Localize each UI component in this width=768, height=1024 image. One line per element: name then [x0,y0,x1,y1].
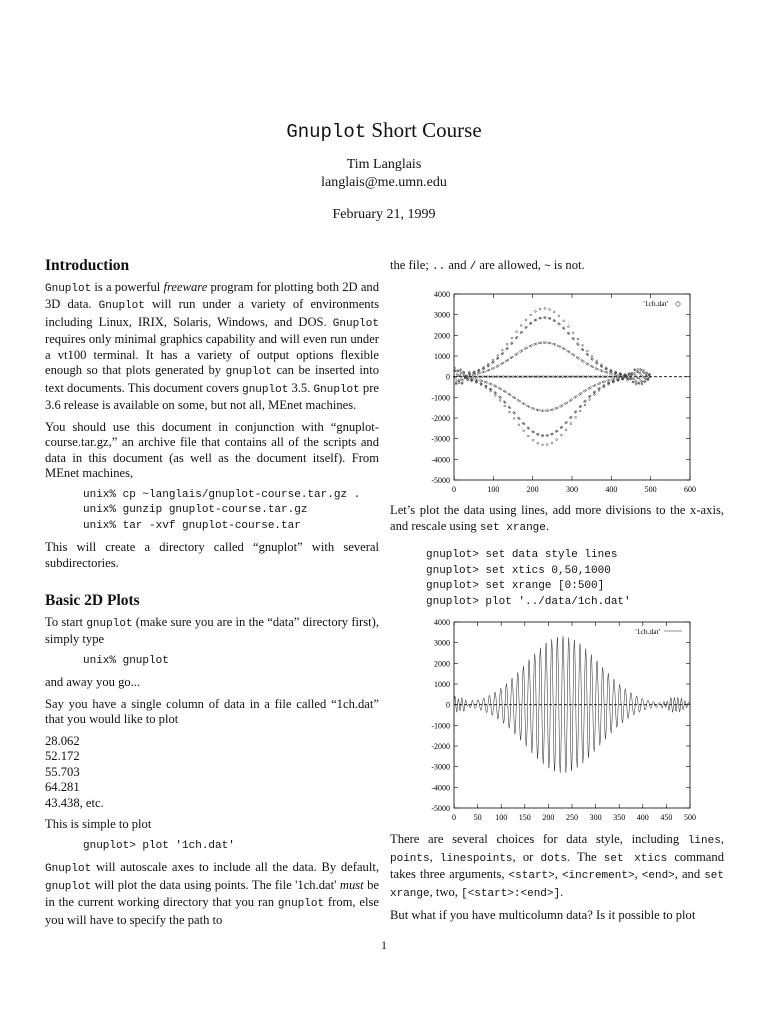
chart-svg-0 [420,288,700,498]
data-point [524,403,526,405]
data-point [502,362,504,364]
data-point [460,372,462,374]
data-point [544,308,546,310]
section-heading-introduction: Introduction [45,257,130,274]
data-point [553,311,555,313]
data-point [552,376,554,378]
intro-paragraph-1: Gnuplot is a powerful freeware program for plotting both 2D and 3D data. Gnuplot will run under a variety of environments including Linux, IRIX, Solaris, Windows, and DOS. Gnuplot requires only minimal graphics capability and will even run under a vt100 terminal. It has a variety of output options flexible enough so that plots generated by gnuplot can be inserted into text documents. This document covers gnuplot 3.5. Gnuplot pre 3.6 release is available on some, but not all, MEnet machines. [45,279,380,412]
x-tick-label: 300 [589,813,602,822]
left-column [45,258,379,934]
data-value: 43.438, etc. [45,795,104,810]
data-point [498,365,500,367]
author-email: langlais@me.umn.edu [321,175,447,190]
data-point [583,361,585,363]
x-tick-label: 400 [605,485,618,494]
data-point [539,308,541,310]
data-values-list [45,734,379,812]
right-paragraph-4: But what if you have multicolumn data? Is it possible to plot [390,908,696,922]
legend-label: '1ch.dat' [643,299,668,308]
data-point [517,376,519,378]
y-tick-label: -2000 [431,742,450,751]
code-line: unix% cp ~langlais/gnuplot-course.tar.gz . [83,488,361,501]
data-point [495,386,497,388]
y-tick-label: -1000 [431,721,450,731]
title-program-name: Gnuplot [286,121,367,143]
data-point [507,359,509,361]
y-tick-label: 4000 [434,290,450,299]
x-tick-label: 0 [452,813,456,822]
x-tick-label: 200 [526,485,539,494]
x-tick-label: 450 [660,813,673,822]
data-point [506,343,508,345]
x-tick-label: 250 [566,813,578,822]
data-point [578,358,580,360]
legend-marker: ◇ [675,299,681,308]
data-point [594,384,596,386]
data-point [472,376,474,378]
basic-paragraph-2: and away you go... [45,675,141,689]
y-tick-label: 1000 [434,680,450,689]
data-point [573,354,575,356]
code-line: gnuplot> set data style lines [426,549,618,561]
document-title [0,118,768,143]
y-tick-label: -3000 [431,762,450,772]
data-point [509,411,511,413]
y-tick-label: -5000 [431,476,450,485]
data-point [527,435,529,437]
right-column-bottom [390,832,724,930]
x-tick-label: 50 [473,813,482,822]
data-point [499,400,501,402]
data-value: 52.172 [45,749,80,763]
y-tick-label: -1000 [431,393,450,403]
author-name: Tim Langlais [346,157,422,172]
data-point [462,379,464,381]
x-tick-label: 100 [487,485,500,494]
data-point [639,378,641,380]
right-column-mid [390,503,724,616]
basic-paragraph-4: This is simple to plot [45,817,152,831]
data-point [582,344,584,346]
data-point [565,429,567,431]
data-point [592,366,594,368]
data-point [492,359,494,361]
data-point [637,368,639,370]
x-tick-label: 150 [518,813,531,822]
data-point [602,376,604,378]
code-line: unix% gunzip gnuplot-course.tar.gz [83,504,308,516]
data-point [596,360,598,362]
data-point [505,391,507,393]
data-point [535,310,537,312]
data-point [633,378,635,380]
basic-paragraph-1: To start gnuplot (make sure you are in the “data” directory first), simply type [45,614,379,646]
data-point [641,383,643,385]
data-point [597,368,599,370]
data-point [592,376,594,378]
data-point [497,355,499,357]
code-line: gnuplot> plot '../data/1ch.dat' [426,595,631,608]
data-point [518,424,520,426]
legend-label: '1ch.dat' [635,627,660,636]
data-point [546,444,548,446]
data-point [568,326,570,328]
plot-points [420,288,700,498]
data-point [584,404,586,406]
plot-frame [454,622,690,808]
data-point [511,337,513,339]
y-tick-label: -2000 [431,414,450,423]
x-tick-label: 600 [684,485,696,494]
data-point [566,402,568,404]
data-point [645,378,647,380]
data-point [557,376,559,378]
code-line: gnuplot> plot '1ch.dat' [83,839,235,852]
data-point [597,376,599,378]
y-tick-label: -3000 [431,434,450,444]
data-point [512,376,514,378]
data-point [520,325,522,327]
data-point [579,410,581,412]
data-point [531,345,533,347]
data-point [537,442,539,444]
code-line: unix% tar -xvf gnuplot-course.tar [83,519,301,532]
data-point [509,394,511,396]
page-number: 1 [381,938,387,952]
title-block [0,118,768,223]
data-point [525,319,527,321]
data-point [519,400,521,402]
data-point [458,382,460,384]
right-paragraph-1: the file; .. and / are allowed, ~ is not. [390,258,585,273]
basic-paragraph-5: Gnuplot will autoscale axes to include all the data. By default, gnuplot will plot the data using points. The file '1ch.dat' must be in the current working directory that you ran gnuplot from, else you will have to specify the path to [45,860,379,927]
data-point [563,320,565,322]
intro-paragraph-2: You should use this document in conjunction with “gnuplot-course.tar.gz,” an archive file that contains all of the scripts and data in this document (as well as the document itself). From MEnet machines, [45,419,379,480]
data-value: 55.703 [45,764,80,779]
data-point [575,396,577,398]
data-point [523,430,525,432]
right-paragraph-2: Let’s plot the data using lines, add more divisions to the x-axis, and rescale using set xrange. [390,503,724,534]
data-point [494,395,496,397]
y-tick-label: -4000 [431,455,450,465]
intro-paragraph-3: This will create a directory called “gnuplot” with several subdirectories. [45,540,379,570]
data-point [572,332,574,334]
data-point [568,351,570,353]
y-tick-label: 3000 [434,310,450,320]
y-tick-label: -5000 [431,804,450,813]
data-point [575,416,577,418]
data-point [549,309,551,311]
data-point [463,373,465,375]
y-tick-label: 4000 [434,618,450,627]
x-tick-label: 500 [644,485,657,494]
data-point [570,423,572,425]
data-value: 64.281 [45,780,80,794]
data-point [577,338,579,340]
x-tick-label: 300 [566,485,578,494]
section-heading-basic-2d: Basic 2D Plots [45,592,140,609]
data-point [530,314,532,316]
x-tick-label: 100 [495,813,508,822]
code-line: gnuplot> set xrange [0:500] [426,580,605,592]
data-point [493,367,495,369]
plot-frame [454,294,690,480]
code-line: unix% gnuplot [83,654,169,667]
code-block-gnuplot [426,548,724,610]
y-tick-label: 1000 [434,352,450,361]
data-point [559,346,561,348]
chart-svg-1 [420,616,700,826]
data-point [586,350,588,352]
code-block-start [83,654,379,670]
x-tick-label: 0 [452,485,456,494]
y-tick-label: 0 [446,700,450,710]
data-point [639,372,641,374]
data-point [580,392,582,394]
data-point [514,397,516,399]
data-point [585,389,587,391]
plot-lines [420,616,700,826]
code-block-plot [83,839,379,855]
data-point [571,399,573,401]
y-tick-label: 0 [446,372,450,382]
data-point [516,353,518,355]
x-tick-label: 350 [613,813,626,822]
data-point [590,387,592,389]
data-point [591,355,593,357]
data-point [561,405,563,407]
data-point [526,347,528,349]
x-tick-label: 400 [636,813,649,822]
data-point [634,374,636,376]
data-point [500,388,502,390]
data-point [556,439,558,441]
right-paragraph-3: There are several choices for data style, including lines, points, linespoints, or dots. The set xtics command takes three arguments, <start>, <increment>, <end>, and set xrange, two, [<start>:<end>]. [390,832,724,900]
x-tick-label: 200 [542,813,555,822]
code-block-unix [83,488,379,535]
data-point [528,406,530,408]
data-point [513,418,515,420]
code-line: gnuplot> set xtics 0,50,1000 [426,564,611,577]
data-point [501,349,503,351]
data-point [516,331,518,333]
data-point [635,380,637,382]
data-point [542,444,544,446]
data-point [589,399,591,401]
y-tick-label: 2000 [434,659,450,669]
data-point [504,405,506,407]
data-point [456,380,458,382]
data-point [512,356,514,358]
data-point [551,442,553,444]
right-column [390,258,724,282]
y-tick-label: 2000 [434,331,450,341]
data-point [594,394,596,396]
data-point [560,434,562,436]
basic-paragraph-3: Say you have a single column of data in a file called “1ch.dat” that you would like to plot [45,696,379,726]
document-date: February 21, 1999 [332,207,436,222]
x-tick-label: 500 [684,813,696,822]
title-rest: Short Course [366,118,482,142]
data-point [521,350,523,352]
data-value: 28.062 [45,733,80,748]
data-point [558,315,560,317]
data-point [564,348,566,350]
y-tick-label: -4000 [431,783,450,793]
data-point [507,376,509,378]
data-point [587,363,589,365]
y-tick-label: 3000 [434,638,450,648]
data-point [532,439,534,441]
